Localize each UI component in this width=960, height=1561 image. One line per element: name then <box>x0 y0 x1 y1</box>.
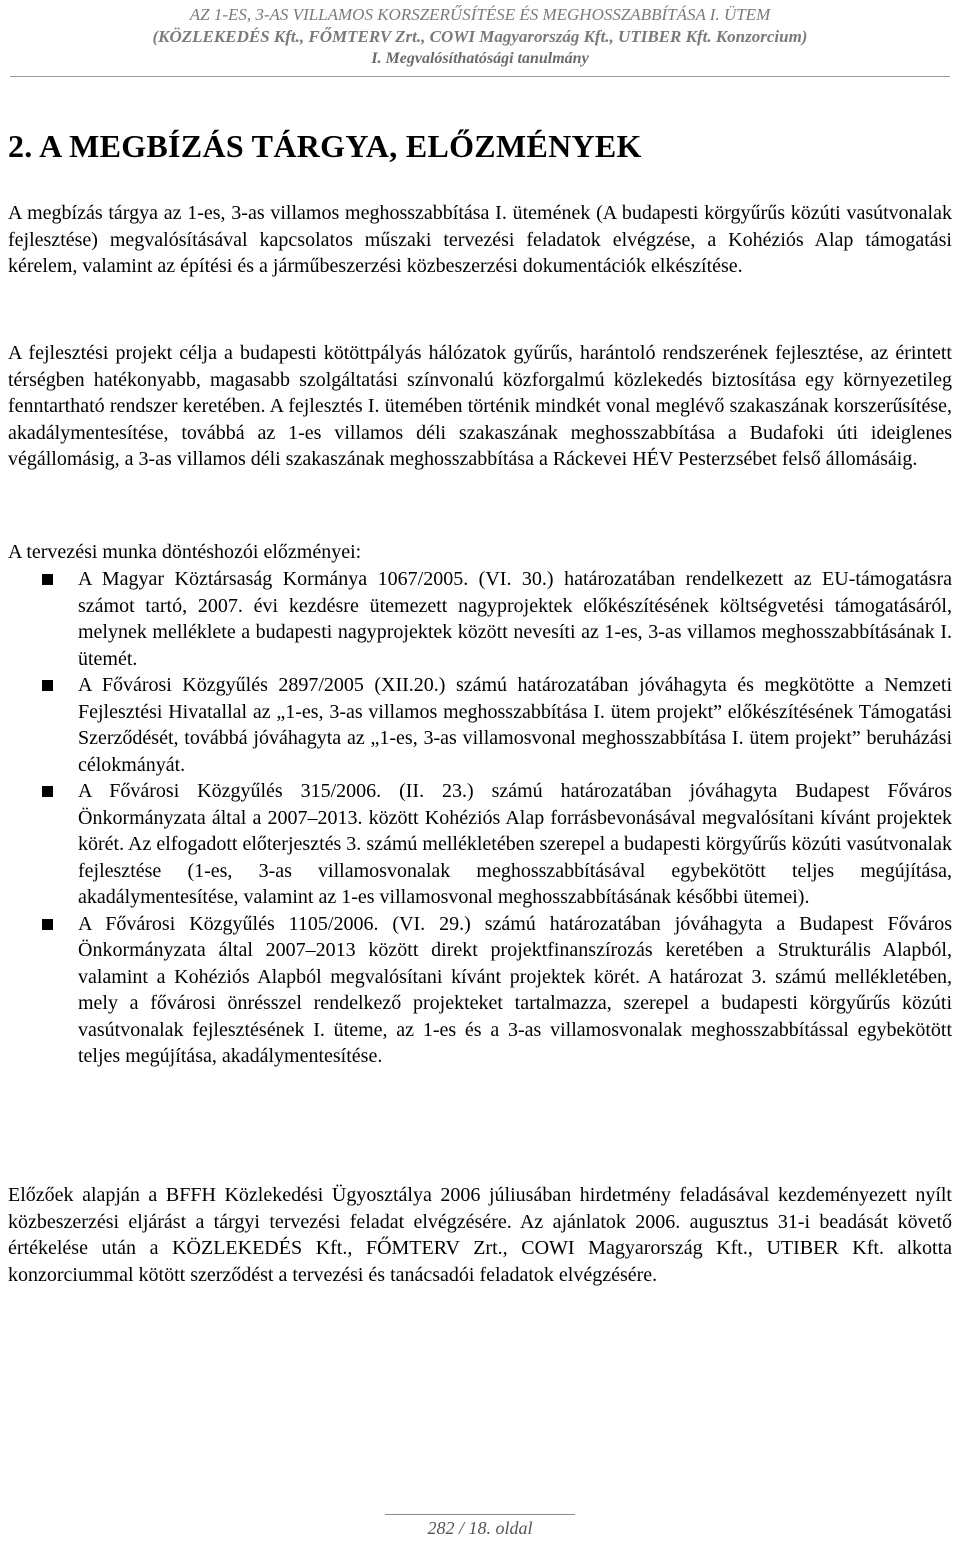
list-intro: A tervezési munka döntéshozói előzményei: <box>8 541 362 563</box>
list-item-text: A Fővárosi Közgyűlés 1105/2006. (VI. 29.) számú határozatában jóváhagyta a Budapest Főváros Önkormányzata által 2007–2013 között direkt projektfinanszírozás keretében a Strukturális Alapból, valamint a Kohéziós Alapból megvalósítani kívánt projektek körét. A határozat 3. számú mellékletében, mely a fővárosi önrésszel rendelkező projekteket tartalmazza, szerepel a budapesti körgyűrűs közúti vasútvonalak fejlesztésének I. üteme, az 1-es és a 3-as villamosvonalak meghosszabbítással egybekötött teljes megújítása, akadálymentesítése. <box>78 912 952 1067</box>
header-rule <box>10 76 950 77</box>
square-bullet-icon <box>42 680 53 691</box>
square-bullet-icon <box>42 919 53 930</box>
header-consortium: (KÖZLEKEDÉS Kft., FŐMTERV Zrt., COWI Magyarország Kft., UTIBER Kft. Konzorcium) <box>152 27 808 46</box>
list-item <box>8 778 952 911</box>
list-item <box>8 911 952 1070</box>
paragraph-project-goal: A fejlesztési projekt célja a budapesti kötöttpályás hálózatok gyűrűs, harántoló rendszerének fejlesztése, az érintett térségben hatékonyabb, magasabb szolgáltatási színvonalú közforgalmú közlekedés biztosítása egy környezetileg fenntartható rendszer keretében. A fejlesztés I. ütemében történik mindkét vonal meglévő szakaszának korszerűsítése, akadálymentesítése, továbbá az 1-es villamos déli szakaszának meghosszabbítása a Budafoki úti ideiglenes végállomásig, a 3-as villamos déli szakaszának meghosszabbítása a Ráckevei HÉV Pesterzsébet felső állomásáig. <box>8 342 952 470</box>
section-heading: 2. A MEGBÍZÁS TÁRGYA, ELŐZMÉNYEK <box>8 128 642 164</box>
footer-rule <box>385 1514 575 1515</box>
page-number: 282 / 18. oldal <box>427 1518 533 1538</box>
list-item <box>8 672 952 778</box>
list-item <box>8 566 952 672</box>
running-header <box>0 4 960 70</box>
header-project-title: AZ 1-ES, 3-AS VILLAMOS KORSZERŰSÍTÉSE ÉS MEGHOSSZABBÍTÁSA I. ÜTEM <box>189 5 771 24</box>
header-document-type: I. Megvalósíthatósági tanulmány <box>371 50 589 67</box>
square-bullet-icon <box>42 574 53 585</box>
list-item-text: A Fővárosi Közgyűlés 315/2006. (II. 23.) számú határozatában jóváhagyta Budapest Főváros Önkormányzata által a 2007–2013. között Kohéziós Alap forrásbevonásával megvalósítani kívánt projektek körét. Az elfogadott előterjesztés 3. számú mellékletében szerepel a budapesti körgyűrűs közúti vasútvonalak fejlesztése (1-es, 3-as villamosvonalak meghosszabbításával egybekötött teljes megújítása, akadálymentesítése, valamint az 1-es villamosvonal meghosszabbításának későbbi ütemei). <box>78 780 952 908</box>
paragraph-subject: A megbízás tárgya az 1-es, 3-as villamos meghosszabbítása I. ütemének (A budapesti körgyűrűs közúti vasútvonalak fejlesztése) megvalósításával kapcsolatos műszaki tervezési feladatok elvégzése, a Kohéziós Alap támogatási kérelem, valamint az építési és a járműbeszerzési közbeszerzési dokumentációk elkészítése. <box>8 202 952 277</box>
list-item-text: A Fővárosi Közgyűlés 2897/2005 (XII.20.) számú határozatában jóváhagyta és megkötötte a Nemzeti Fejlesztési Hivatallal az „1-es, 3-as villamos meghosszabbítása I. ütem projekt” előkészítésének Támogatási Szerződését, továbbá jóváhagyta az „1-es, 3-as villamosvonal meghosszabbítása I. ütem projekt” beruházási célokmányát. <box>78 674 952 776</box>
precedents-list <box>8 566 952 1070</box>
paragraph-procurement: Előzőek alapján a BFFH Közlekedési Ügyosztálya 2006 júliusában hirdetmény feladásával kezdeményezett nyílt közbeszerzési eljárást a tárgyi tervezési feladat elvégzésére. Az ajánlatok 2006. augusztus 31-i beadását követő értékelése után a KÖZLEKEDÉS Kft., FŐMTERV Zrt., COWI Magyarország Kft., UTIBER Kft. alkotta konzorciummal kötött szerződést a tervezési és tanácsadói feladatok elvégzésére. <box>8 1184 952 1286</box>
list-item-text: A Magyar Köztársaság Kormánya 1067/2005. (VI. 30.) határozatában rendelkezett az EU-támogatásra számot tartó, 2007. évi kezdésre ütemezett nagyprojektek előkészítésének költségvetési támogatásáról, melynek melléklete a budapesti nagyprojektek között nevesíti az 1-es, 3-as villamos meghosszabbításának I. ütemét. <box>78 568 952 670</box>
square-bullet-icon <box>42 786 53 797</box>
